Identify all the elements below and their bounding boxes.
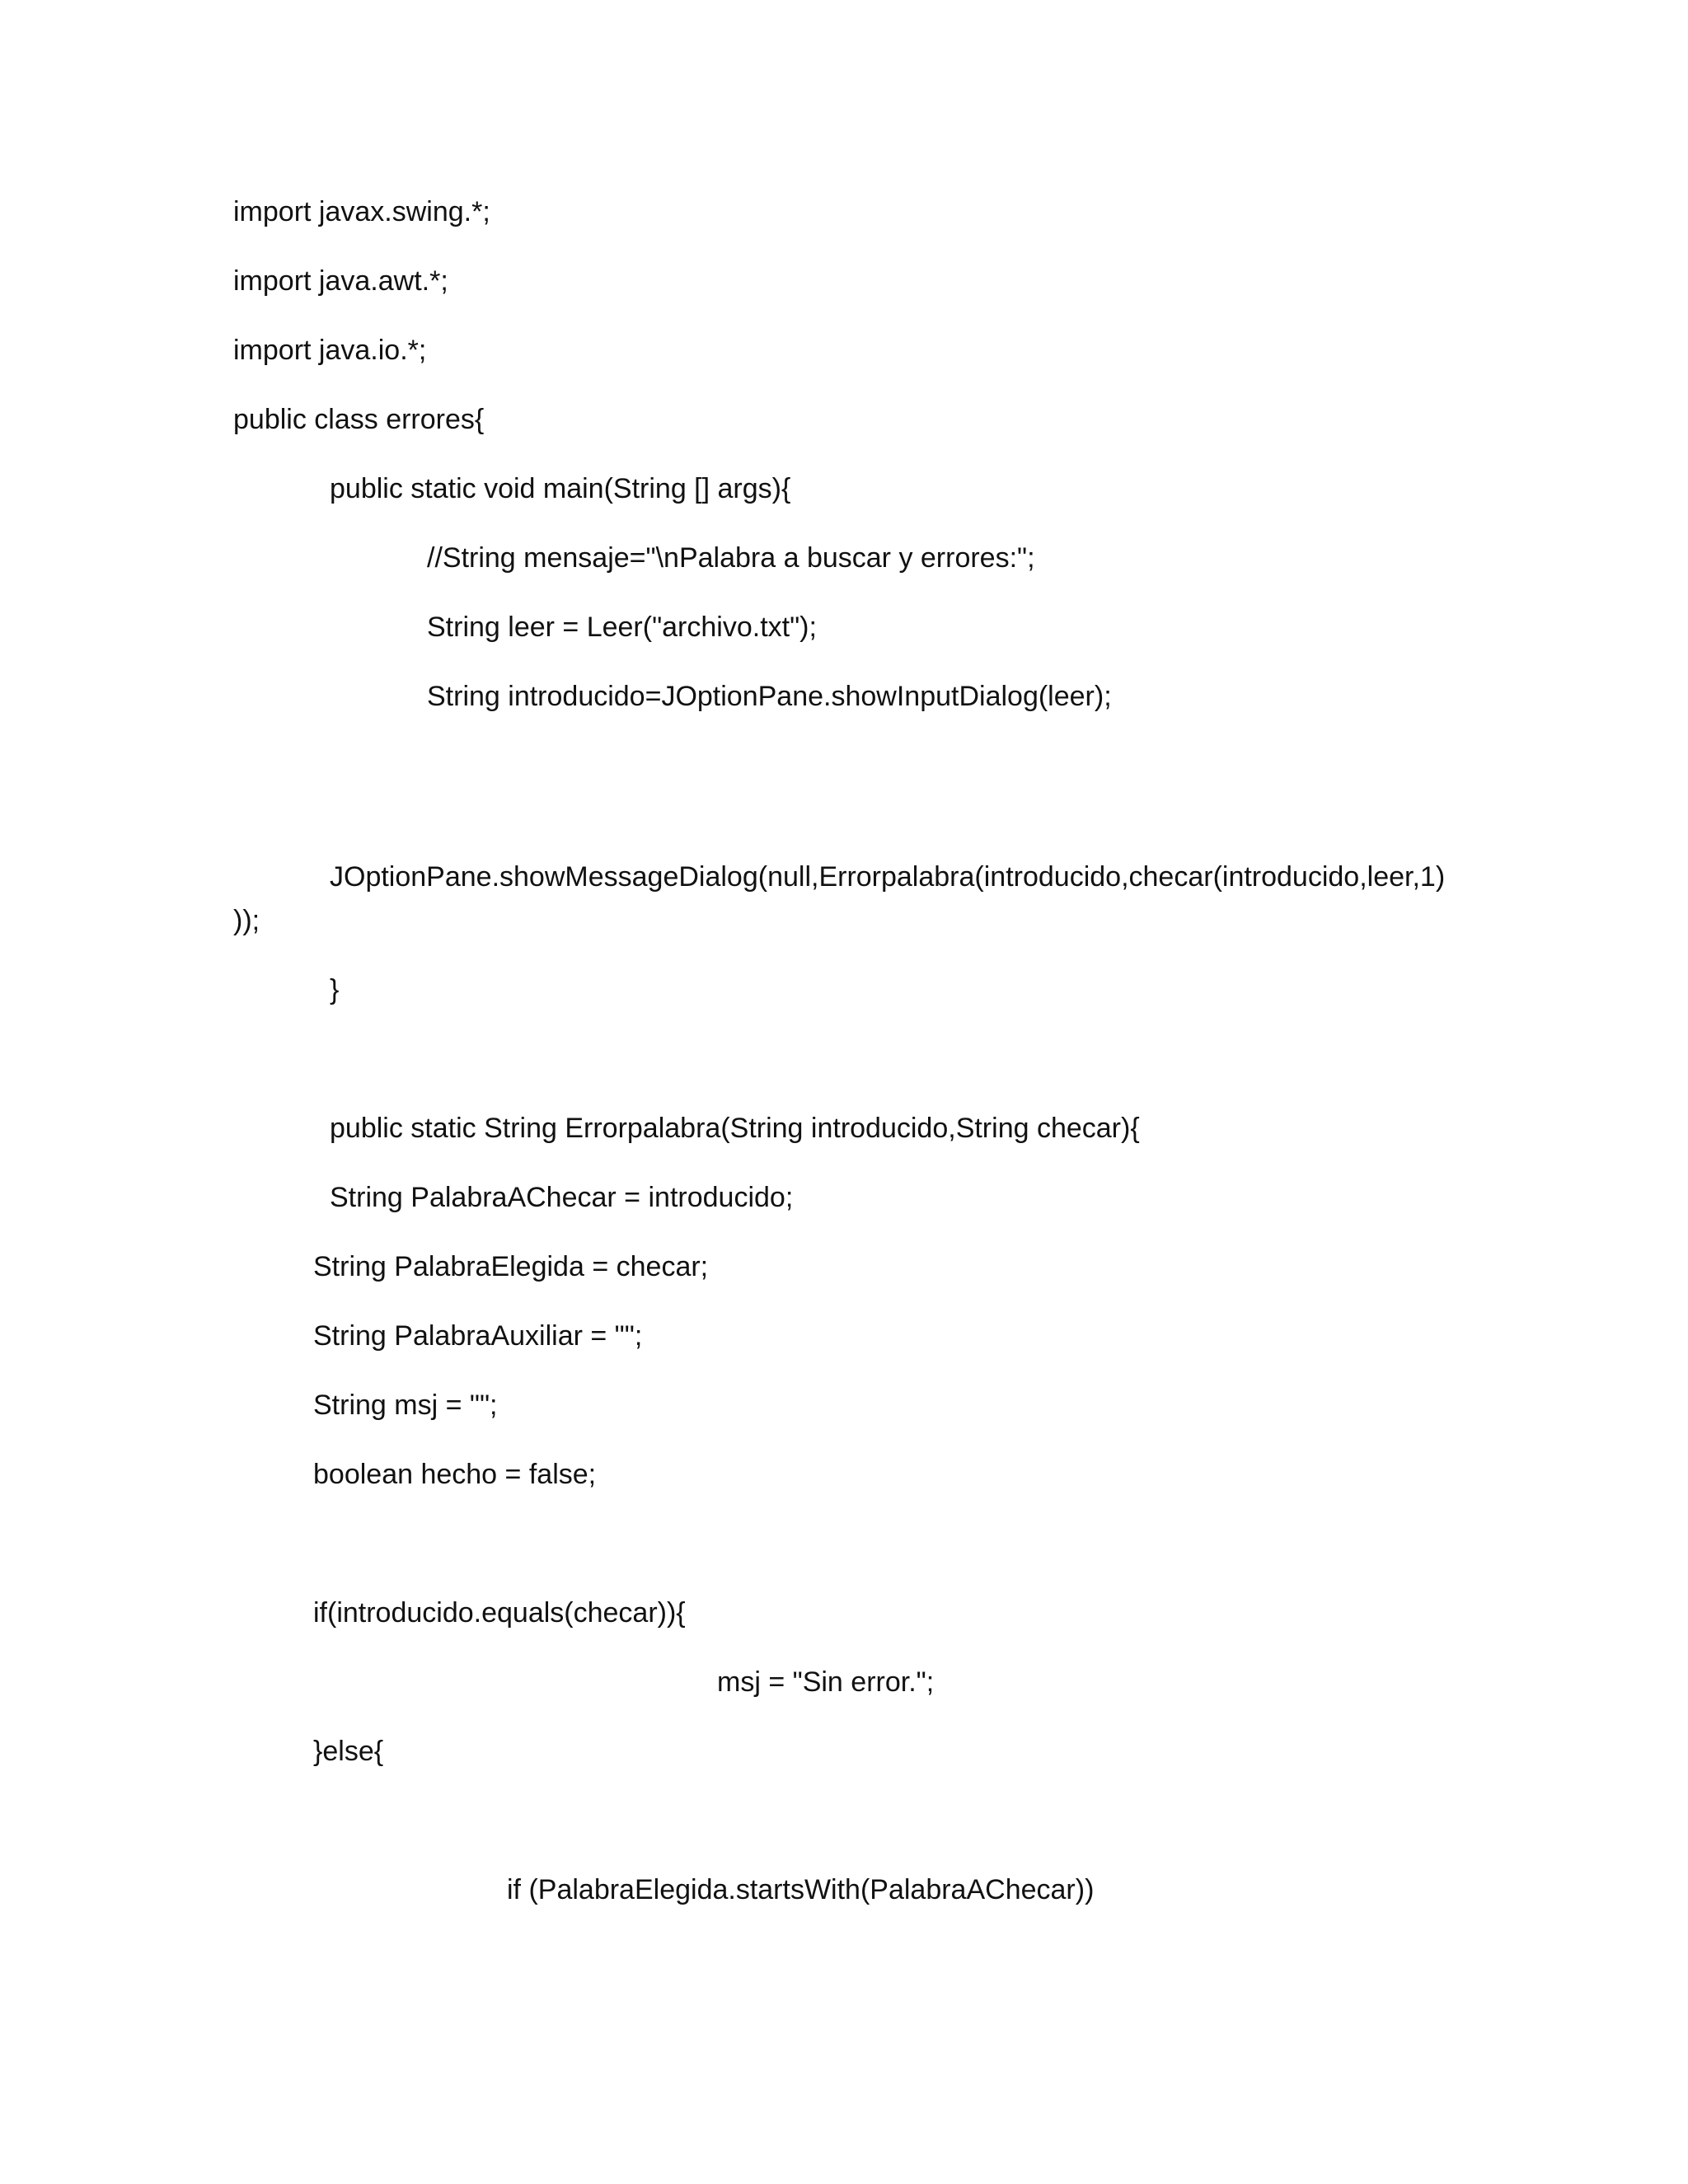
code-line: boolean hecho = false; <box>313 1459 597 1490</box>
code-line: public static String Errorpalabra(String introducido,String checar){ <box>330 1113 1140 1144</box>
code-line: )); <box>233 905 260 936</box>
code-line: }else{ <box>313 1736 384 1767</box>
code-line: public class errores{ <box>233 404 485 435</box>
code-line: String PalabraElegida = checar; <box>313 1251 709 1282</box>
code-line: String PalabraAuxiliar = ""; <box>313 1320 643 1352</box>
code-line: import javax.swing.*; <box>233 196 490 227</box>
code-line: msj = "Sin error."; <box>717 1666 935 1698</box>
code-line: String PalabraAChecar = introducido; <box>330 1182 794 1213</box>
code-line: import java.io.*; <box>233 335 427 366</box>
code-line: String leer = Leer("archivo.txt"); <box>427 612 817 643</box>
code-line: String introducido=JOptionPane.showInputDialog(leer); <box>427 681 1112 712</box>
code-line: if(introducido.equals(checar)){ <box>313 1597 686 1629</box>
code-line: } <box>330 974 340 1005</box>
code-line: public static void main(String [] args){ <box>330 473 791 504</box>
code-line: import java.awt.*; <box>233 265 448 297</box>
code-line: String msj = ""; <box>313 1390 498 1421</box>
code-line: if (PalabraElegida.startsWith(PalabraAChecar)) <box>507 1874 1095 1905</box>
code-line: JOptionPane.showMessageDialog(null,Errorpalabra(introducido,checar(introducido,leer,1) <box>330 861 1446 893</box>
code-line: //String mensaje="\nPalabra a buscar y errores:"; <box>427 542 1035 574</box>
